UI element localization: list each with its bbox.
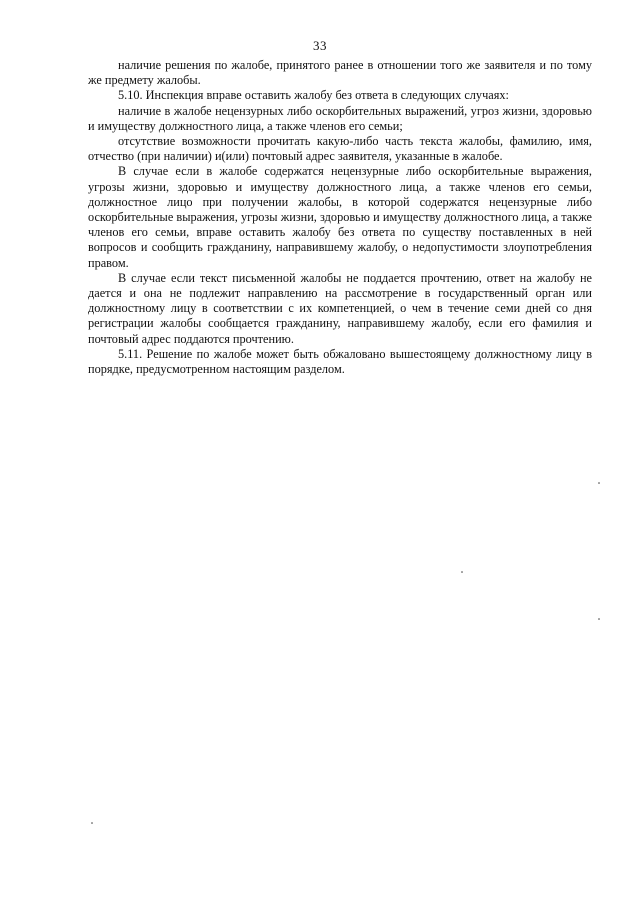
paragraph-unreadable-text: отсутствие возможности прочитать какую-либо часть текста жалобы, фамилию, имя, отчество (при наличии) и(или) почтовый адрес заявителя, указанные в жалобе. [88, 134, 592, 164]
document-body [88, 58, 592, 377]
scan-speck [461, 571, 463, 573]
scan-speck [91, 822, 93, 824]
page-number: 33 [313, 38, 327, 53]
paragraph-obscene-case: В случае если в жалобе содержатся нецензурные либо оскорбительные выражения, угрозы жизни, здоровью и имуществу должностного лица, а также членов его семьи, должностное лицо при получении жалобы, в которой содержатся нецензурные либо оскорбительные выражения, угрозы жизни, здоровью и имуществу должностного лица, а также членов его семьи, вправе оставить жалобу без ответа по существу поставленных в ней вопросов и сообщить гражданину, направившему жалобу, о недопустимости злоупотребления правом. [88, 164, 592, 270]
paragraph-5-11-appeal: 5.11. Решение по жалобе может быть обжаловано вышестоящему должностному лицу в порядке, предусмотренном настоящим разделом. [88, 346, 592, 377]
scan-speck [598, 618, 600, 620]
paragraph-unreadable-case: В случае если текст письменной жалобы не поддается прочтению, ответ на жалобу не дается и она не подлежит направлению на рассмотрение в государственный орган или должностному лицу в соответствии с их компетенцией, о чем в течение семи дней со дня регистрации жалобы сообщается гражданину, направившему жалобу, если его фамилия и почтовый адрес поддаются прочтению. [88, 270, 592, 346]
paragraph-prior-decision: наличие решения по жалобе, принятого ранее в отношении того же заявителя и по тому же предмету жалобы. [88, 58, 592, 88]
paragraph-5-10-heading: 5.10. Инспекция вправе оставить жалобу без ответа в следующих случаях: [118, 88, 509, 103]
paragraph-obscene-expressions: наличие в жалобе нецензурных либо оскорбительных выражений, угроз жизни, здоровью и имуществу должностного лица, а также членов его семьи; [88, 103, 592, 133]
scan-speck [598, 482, 600, 484]
